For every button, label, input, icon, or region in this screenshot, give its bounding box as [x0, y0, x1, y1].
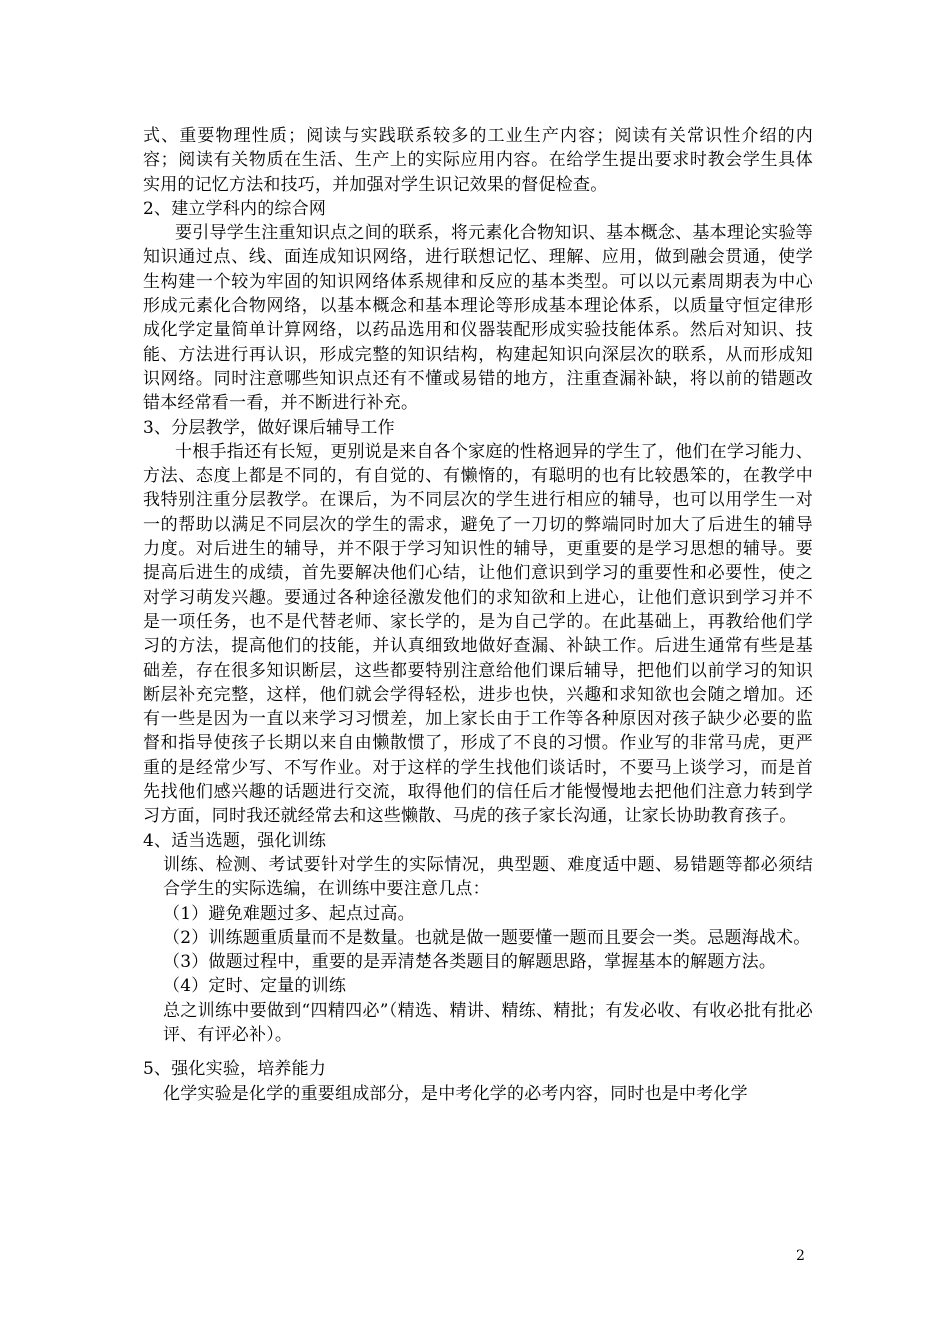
heading-5: 5、强化实验，培养能力 [143, 1059, 327, 1080]
heading-2: 2、建立学科内的综合网 [143, 198, 327, 219]
paragraph-training: 训练、检测、考试要针对学生的实际情况，典型题、难度适中题、易错题等都必须结合学生的实际选编，在训练中要注意几点： [163, 854, 813, 900]
page-number: 2 [796, 1248, 805, 1264]
body-text [143, 124, 813, 1106]
paragraph-tiered-teaching: 十根手指还有长短，更别说是来自各个家庭的性格迥异的学生了，他们在学习能力、方法、态度上都是不同的，有自觉的、有懒惰的，有聪明的也有比较愚笨的，在教学中我特别注重分层教学。在课后，为不同层次的学生进行相应的辅导，也可以用学生一对一的帮助以满足不同层次的学生的需求，避免了一刀切的弊端同时加大了后进生的辅导力度。对后进生的辅导，并不限于学习知识性的辅导，更重要的是学习思想的辅导。要提高后进生的成绩，首先要解决他们心结，让他们意识到学习的重要性和必要性，使之对学习萌发兴趣。要通过各种途径激发他们的求知欲和上进心，让他们意识到学习并不是一项任务，也不是代替老师、家长学的，是为自己学的。在此基础上，再教给他们学习的方法，提高他们的技能，并认真细致地做好查漏、补缺工作。后进生通常有些是基础差，存在很多知识断层，这些都要特别注意给他们课后辅导，把他们以前学习的知识断层补充完整，这样，他们就会学得轻松，进步也快，兴趣和求知欲也会随之增加。还有一些是因为一直以来学习习惯差，加上家长由于工作等各种原因对孩子缺少必要的监督和指导使孩子长期以来自由懒散惯了，形成了不良的习惯。作业写的非常马虎，更严重的是经常少写、不写作业。对于这样的学生找他们谈话时，不要马上谈学习，而是首先找他们感兴趣的话题进行交流，取得他们的信任后才能慢慢地去把他们注意力转到学习方面，同时我还就经常去和这些懒散、马虎的孩子家长沟通，让家长协助教育孩子。 [143, 441, 813, 827]
paragraph-knowledge-network: 要引导学生注重知识点之间的联系，将元素化合物知识、基本概念、基本理论实验等知识通过点、线、面连成知识网络，进行联想记忆、理解、应用，做到融会贯通，使学生构建一个较为牢固的知识网络体系规律和反应的基本类型。可以以元素周期表为中心形成元素化合物网络，以基本概念和基本理论等形成基本理论体系，以质量守恒定律形成化学定量简单计算网络，以药品选用和仪器装配形成实验技能体系。然后对知识、技能、方法进行再认识，形成完整的知识结构，构建起知识向深层次的联系，从而形成知识网络。同时注意哪些知识点还有不懂或易错的地方，注重查漏补缺，将以前的错题改错本经常看一看，并不断进行补充。 [143, 223, 813, 414]
paragraph-experiments: 化学实验是化学的重要组成部分，是中考化学的必考内容，同时也是中考化学 [163, 1083, 748, 1104]
paragraph-intro: 式、重要物理性质；阅读与实践联系较多的工业生产内容；阅读有关常识性介绍的内容；阅读有关物质在生活、生产上的实际应用内容。在给学生提出要求时教会学生具体实用的记忆方法和技巧，并加强对学生识记效果的督促检查。 [143, 126, 813, 195]
list-item-3: （3）做题过程中，重要的是弄清楚各类题目的解题思路，掌握基本的解题方法。 [163, 952, 777, 973]
paragraph-summary: 总之训练中要做到“四精四必”（精选、精讲、精练、精批；有发必收、有收必批有批必评、有评必补）。 [163, 1000, 813, 1045]
list-item-4: （4）定时、定量的训练 [163, 976, 347, 997]
heading-4: 4、适当选题，强化训练 [143, 830, 327, 851]
list-item-2: （2）训练题重质量而不是数量。也就是做一题要懂一题而且要会一类。忌题海战术。 [163, 927, 811, 948]
heading-3: 3、分层教学，做好课后辅导工作 [143, 417, 395, 438]
list-item-1: （1）避免难题过多、起点过高。 [163, 903, 415, 924]
